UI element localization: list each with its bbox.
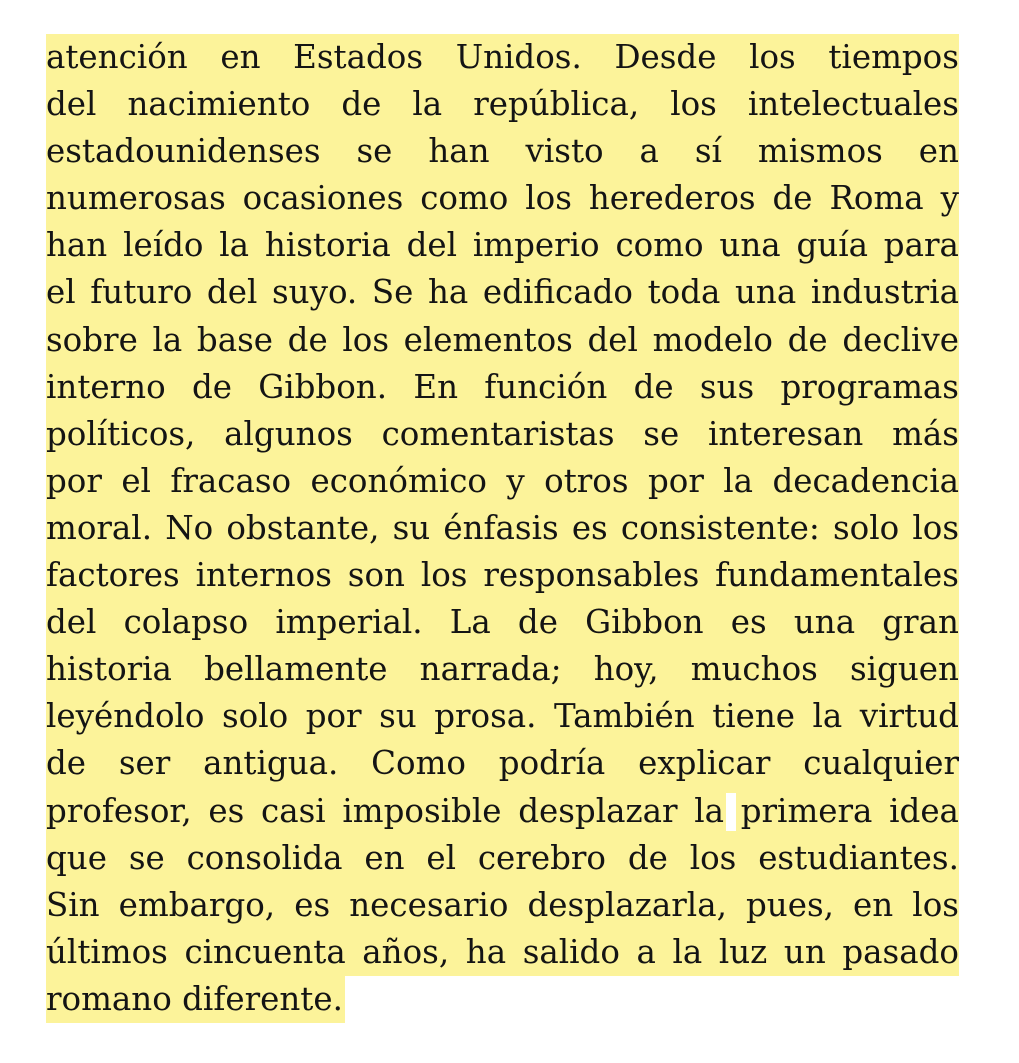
highlight-span: han leído la historia del imperio como una guía para: [46, 222, 959, 269]
text-line: [46, 740, 959, 787]
highlight-span: romano diferente.: [46, 976, 345, 1023]
highlight-span: políticos, algunos comentaristas se interesan más: [46, 411, 959, 458]
highlight-span: estadounidenses se han visto a sí mismos en: [46, 128, 959, 175]
highlight-span: numerosas ocasiones como los herederos de Roma y: [46, 175, 959, 222]
highlight-span: del colapso imperial. La de Gibbon es una gran: [46, 599, 959, 646]
text-line: [46, 788, 959, 835]
highlight-span: historia bellamente narrada; hoy, muchos siguen: [46, 646, 959, 693]
text-line: [46, 552, 959, 599]
highlight-span: por el fracaso económico y otros por la decadencia: [46, 458, 959, 505]
text-line: [46, 929, 959, 976]
highlight-span: del nacimiento de la república, los intelectuales: [46, 81, 959, 128]
highlight-span: que se consolida en el cerebro de los estudiantes.: [46, 835, 959, 882]
highlight-span: Sin embargo, es necesario desplazarla, pues, en los: [46, 882, 959, 929]
text-line: [46, 411, 959, 458]
text-line: [46, 505, 959, 552]
text-line: [46, 317, 959, 364]
highlight-span: factores internos son los responsables fundamentales: [46, 552, 959, 599]
text-line: [46, 128, 959, 175]
highlight-span: interno de Gibbon. En función de sus programas: [46, 364, 959, 411]
text-line: [46, 269, 959, 316]
text-line: [46, 599, 959, 646]
text-line: [46, 693, 959, 740]
text-line: [46, 222, 959, 269]
text-line: [46, 458, 959, 505]
highlight-span: leyéndolo solo por su prosa. También tiene la virtud: [46, 693, 959, 740]
highlight-span: el futuro del suyo. Se ha edificado toda una industria: [46, 269, 959, 316]
text-line: [46, 835, 959, 882]
highlight-span: sobre la base de los elementos del modelo de declive: [46, 317, 959, 364]
highlighted-passage[interactable]: [46, 34, 959, 1023]
text-line: [46, 364, 959, 411]
highlight-span: moral. No obstante, su énfasis es consistente: solo los: [46, 505, 959, 552]
highlight-span: últimos cincuenta años, ha salido a la luz un pasado: [46, 929, 959, 976]
text-line: [46, 34, 959, 81]
text-line: [46, 976, 959, 1023]
text-line: [46, 882, 959, 929]
highlight-span: atención en Estados Unidos. Desde los tiempos: [46, 34, 959, 81]
text-line: [46, 646, 959, 693]
highlight-span: de ser antigua. Como podría explicar cualquier: [46, 740, 959, 787]
text-line: [46, 175, 959, 222]
text-line: [46, 81, 959, 128]
text-cursor: [726, 793, 736, 831]
highlight-span: profesor, es casi imposible desplazar la primera idea: [46, 788, 959, 835]
